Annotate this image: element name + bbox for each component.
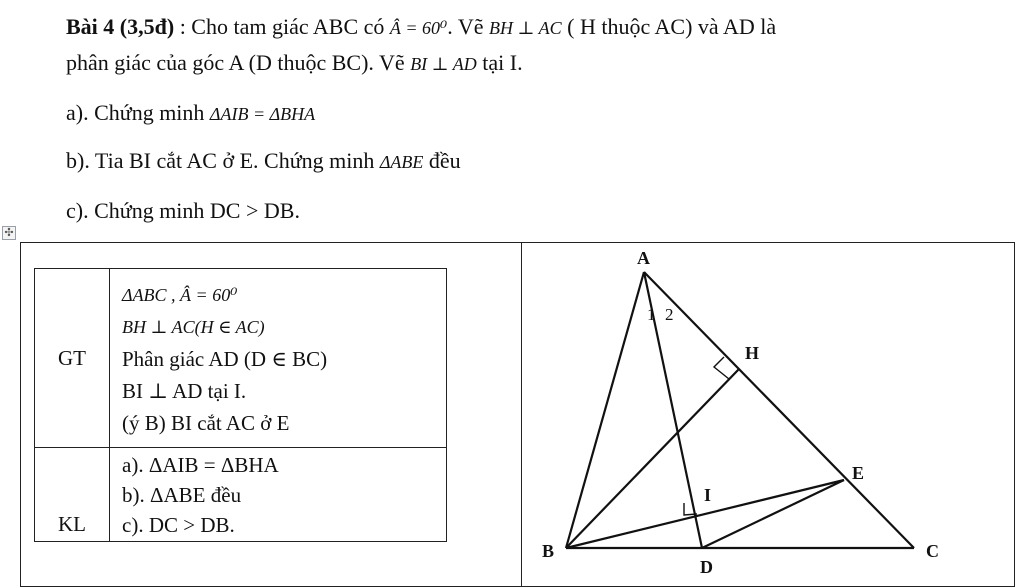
gt-label: GT [58,345,86,370]
gt-label-cell [35,269,110,448]
kl-content-cell [110,448,447,542]
kl-line: b). ΔABE đều [122,483,242,507]
part-b-expression: ΔABE [379,152,424,172]
kl-label: KL [58,512,86,536]
part-a [66,100,315,126]
gt-line: (ý B) BI cắt AC ở E [122,411,290,435]
angle-label-1: 1 [647,305,656,324]
vertex-label-h: H [745,343,760,363]
part-b [66,148,461,174]
gt-line: ΔABC , Â = 60⁰ [122,285,238,305]
triangle-figure [522,243,1014,586]
part-a-expression: ΔAIB = ΔBHA [209,104,316,124]
part-b-text: b). Tia BI cắt AC ở E. Chứng minh [66,148,380,173]
problem-text: . Vẽ [447,14,490,39]
problem-text: phân giác của góc A (D thuộc BC). Vẽ [66,50,411,75]
vertex-label-c: C [926,541,939,561]
vertex-label-b: B [542,541,555,561]
part-b-text: đều [423,148,461,173]
vertex-label-a: A [637,248,650,268]
angle-label-2: 2 [665,305,674,324]
table-move-handle[interactable]: ✣ [2,226,16,240]
perpendicular-expression: BI ⊥ AD [410,54,477,74]
gt-kl-table [34,268,447,542]
problem-text: tại I. [476,50,523,75]
vertex-label-d: D [700,557,713,577]
kl-line: c). DC > DB. [122,513,235,537]
gt-line: BH ⊥ AC(H ∈ AC) [122,317,265,337]
perpendicular-expression: BH ⊥ AC [489,18,562,38]
problem-line-1 [66,14,776,40]
gt-line: BI ⊥ AD tại I. [122,379,247,403]
part-c-text: c). Chứng minh DC > DB. [66,198,300,223]
kl-line: a). ΔAIB = ΔBHA [122,453,279,477]
part-c [66,198,300,224]
right-angle-mark-h [714,357,729,379]
vertex-label-e: E [852,463,865,483]
angle-expression: Â = 60⁰ [389,18,448,38]
kl-label-cell [35,448,110,542]
segment-de [702,480,844,548]
problem-text: ( H thuộc AC) và AD là [561,14,777,39]
gt-content-cell [110,269,447,448]
problem-text: : Cho tam giác ABC có [174,14,390,39]
kl-row [35,448,447,542]
problem-line-2 [66,50,523,76]
problem-number: Bài 4 (3,5đ) [66,14,175,39]
gt-line: Phân giác AD (D ∈ BC) [122,347,328,371]
part-a-text: a). Chứng minh [66,100,210,125]
vertex-label-i: I [704,485,712,505]
gt-row [35,269,447,448]
